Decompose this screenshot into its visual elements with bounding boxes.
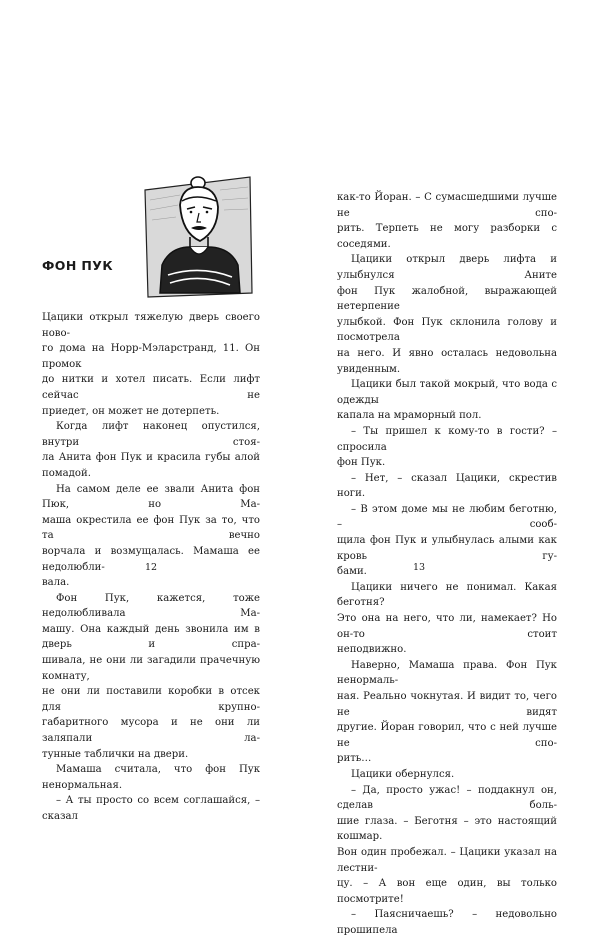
woman-portrait-illustration: [140, 165, 260, 305]
left-page: [0, 0, 300, 822]
text-line: бами.: [337, 566, 367, 578]
text-line: – Паясничаешь? – недовольно прошипела: [337, 909, 557, 936]
text-line: Цацики был такой мокрый, что вода с одежды: [337, 379, 557, 406]
text-line: го дома на Норр-Мэларстранд, 11. Он промок: [42, 343, 260, 370]
text-line: фон Пук.: [337, 457, 386, 469]
text-line: не они ли поставили коробки в отсек для крупно-: [42, 686, 260, 713]
page-number: 13: [413, 562, 426, 573]
text-line: другие. Йоран говорил, что с ней лучше не спо-: [337, 722, 557, 749]
text-line: шие глаза. – Беготня – это настоящий кошмар.: [337, 815, 557, 843]
text-line: – Да, просто ужас! – поддакнул он, сделав боль-: [337, 784, 557, 812]
text-line: вала.: [42, 577, 70, 589]
page-number: 12: [145, 562, 158, 573]
text-line: Наверно, Мамаша права. Фон Пук ненормаль-: [337, 659, 557, 687]
text-line: рить. Терпеть не могу разборки с соседями.: [337, 223, 557, 250]
text-line: до нитки и хотел писать. Если лифт сейчас не: [42, 374, 260, 401]
text-line: Когда лифт наконец опустился, внутри стоя-: [42, 421, 260, 448]
text-line: ла Анита фон Пук и красила губы алой помадой.: [42, 452, 260, 479]
text-line: капала на мраморный пол.: [337, 410, 482, 422]
text-line: приедет, он может не дотерпеть.: [42, 405, 220, 417]
text-line: габаритного мусора и не они ли заляпали ла-: [42, 717, 260, 745]
text-line: Мамаша считала, что фон Пук ненормальная.: [42, 764, 260, 791]
text-line: щила фон Пук и улыбнулась алыми как кровь гу-: [337, 535, 557, 562]
text-line: Цацики обернулся.: [351, 768, 455, 780]
text-line: – Нет, – сказал Цацики, скрестив ноги.: [337, 472, 557, 500]
text-line: Цацики открыл дверь лифта и улыбнулся Аните: [337, 254, 557, 281]
text-line: Цацики открыл тяжелую дверь своего ново-: [42, 312, 260, 339]
text-line: – В этом доме мы не любим беготню, – сооб-: [337, 503, 557, 531]
text-line: маша окрестила ее фон Пук за то, что та вечно: [42, 514, 260, 542]
text-line: фон Пук жалобной, выражающей нетерпение: [337, 285, 557, 313]
text-line: Вон один пробежал. – Цацики указал на лестни-: [337, 846, 557, 874]
text-line: ная. Реально чокнутая. И видит то, чего не видят: [337, 691, 557, 718]
right-body-text: [337, 190, 557, 939]
text-line: На самом деле ее звали Анита фон Пюк, но Ма-: [42, 483, 260, 511]
right-page: [300, 0, 600, 936]
text-line: тунные таблички на двери.: [42, 748, 189, 760]
text-line: ворчала и возмущалась. Мамаша ее недолюбли-: [42, 545, 260, 573]
text-line: неподвижно.: [337, 644, 407, 656]
text-line: Это она на него, что ли, намекает? Но он-то стоит: [337, 613, 557, 640]
text-line: цу. – А вон еще один, вы только посмотрите!: [337, 878, 557, 905]
text-line: улыбкой. Фон Пук склонила голову и посмотрела: [337, 316, 557, 344]
text-line: машу. Она каждый день звонила им в дверь и спра-: [42, 623, 260, 651]
chapter-title: ФОН ПУК: [42, 258, 113, 273]
text-line: Цацики ничего не понимал. Какая беготня?: [337, 581, 557, 609]
text-line: шивала, не они ли загадили прачечную комнату,: [42, 655, 260, 682]
text-line: рить…: [337, 753, 372, 765]
text-line: – А ты просто со всем соглашайся, – сказал: [42, 795, 260, 822]
text-line: на него. И явно осталась недовольна увиденным.: [337, 347, 557, 375]
text-line: – Ты пришел к кому-то в гости? – спросила: [337, 425, 557, 453]
text-line: Фон Пук, кажется, тоже недолюбливала Ма-: [42, 592, 260, 620]
text-line: как-то Йоран. – С сумасшедшими лучше не спо-: [337, 192, 557, 219]
